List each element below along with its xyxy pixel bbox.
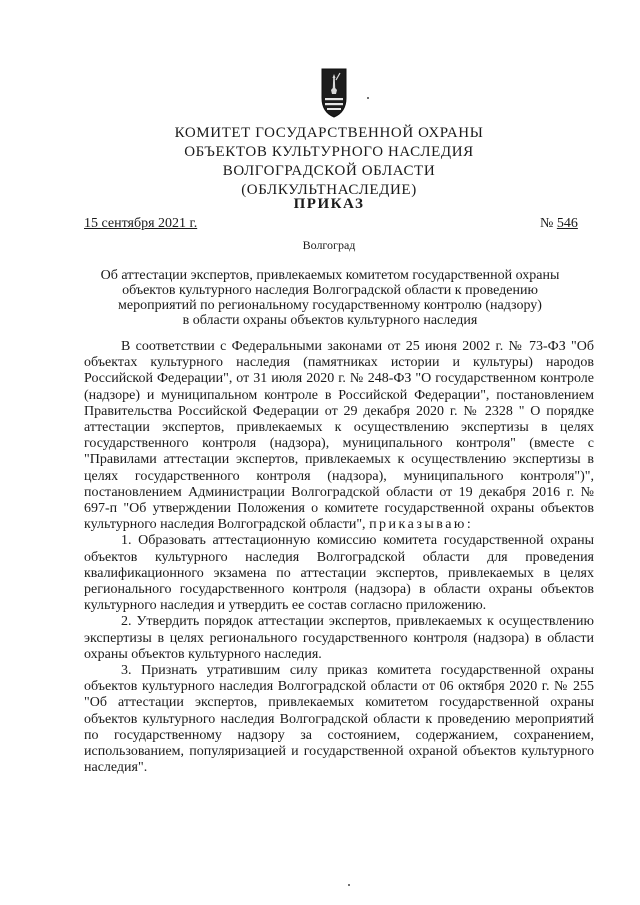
- volgograd-coat-of-arms-icon: [321, 68, 347, 118]
- order-body: [84, 339, 594, 776]
- scan-speck: [367, 97, 369, 99]
- order-item-2: 2. Утвердить порядок аттестации экспертов, привлекаемых к осуществлению экспертизы в целях регионального государственного контроля (надзора) в области охраны объектов культурного наследия.: [84, 614, 594, 662]
- committee-name-line: ВОЛГОГРАДСКОЙ ОБЛАСТИ: [222, 163, 436, 179]
- committee-name-line: ОБЪЕКТОВ КУЛЬТУРНОГО НАСЛЕДИЯ: [184, 144, 474, 160]
- subject-line: Об аттестации экспертов, привлекаемых комитетом государственной охраны: [100, 268, 560, 283]
- committee-name: [120, 124, 538, 200]
- order-item-1: 1. Образовать аттестационную комиссию комитета государственной охраны объектов культурного наследия Волгоградской области для проведения квалификационного экзамена по аттестации экспертов, привлекаемых в целях регионального государственного контроля (надзора) в области охраны объектов культурного наследия и утвердить ее состав согласно приложению.: [84, 533, 594, 614]
- order-number: [540, 216, 578, 232]
- order-subject: [80, 268, 580, 328]
- subject-line: мероприятий по региональному государственному контролю (надзору): [118, 298, 542, 313]
- committee-short-name: (ОБЛКУЛЬТНАСЛЕДИЕ): [241, 182, 417, 198]
- preamble-text: В соответствии с Федеральными законами от 25 июня 2002 г. № 73-ФЗ "Об объектах культурного наследия (памятниках истории и культуры) народов Российской Федерации", от 31 июля 2020 г. № 248-ФЗ "О государственном контроле (надзоре) и муниципальном контроле в Российской Федерации", постановлением Правительства Российской Федерации от 29 декабря 2020 г. № 2328 " О порядке аттестации экспертов, привлекаемых к осуществлению экспертизы в целях государственного контроля (надзора), муниципального контроля" (вместе с "Правилами аттестации экспертов, привлекаемых к осуществлению экспертизы в целях государственного контроля (надзора), муниципального контроля")", постановлением Администрации Волгоградской области от 19 декабря 2016 г. № 697-п "Об утверждении Положения о комитете государственной охраны объектов культурного наследия Волгоградской области",: [84, 339, 594, 533]
- order-item-3: 3. Признать утратившим силу приказ комитета государственной охраны объектов культурного наследия Волгоградской области от 06 октября 2020 г. № 255 "Об аттестации экспертов, привлекаемых комитетом государственной охраны объектов культурного наследия Волгоградской области к проведению мероприятий по государственному надзору за состоянием, содержанием, сохранением, использованием, популяризацией и государственной охраной объектов культурного наследия".: [84, 663, 594, 776]
- number-value: 546: [556, 216, 578, 231]
- subject-line: в области охраны объектов культурного наследия: [182, 313, 478, 328]
- document-type-title: ПРИКАЗ: [293, 196, 365, 212]
- order-date: 15 сентября 2021 г.: [84, 216, 198, 231]
- subject-line: объектов культурного наследия Волгоградской области к проведению: [122, 283, 538, 298]
- place-of-issue: Волгоград: [302, 238, 356, 252]
- scan-speck: [348, 884, 350, 886]
- preamble-paragraph: [84, 339, 594, 533]
- order-word: приказываю:: [369, 517, 474, 533]
- number-sign: №: [540, 216, 554, 231]
- committee-name-line: КОМИТЕТ ГОСУДАРСТВЕННОЙ ОХРАНЫ: [174, 125, 484, 141]
